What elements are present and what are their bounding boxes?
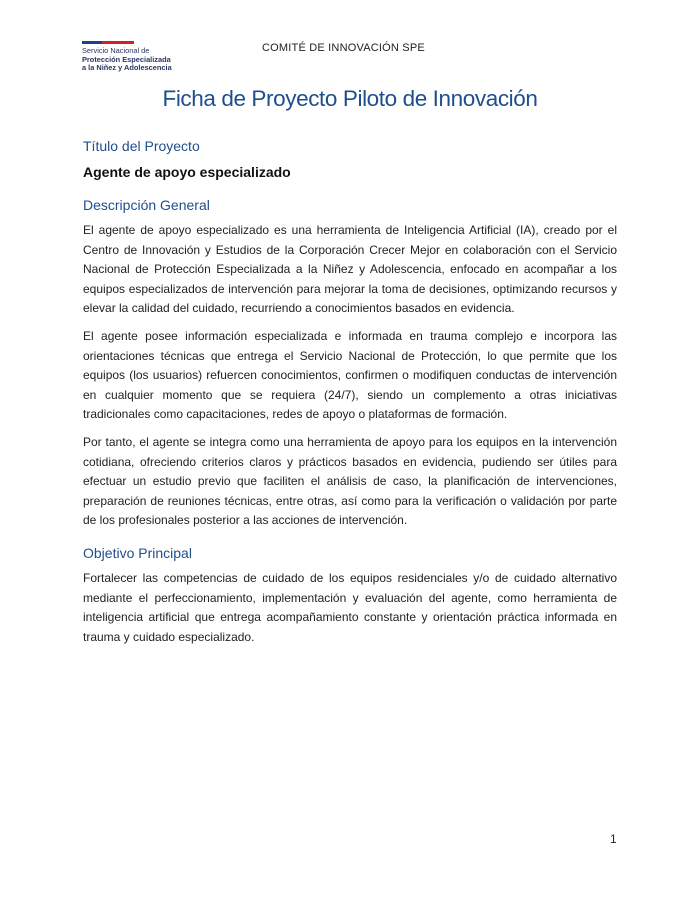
section-heading-description: Descripción General <box>83 197 210 213</box>
description-paragraph-1: El agente de apoyo especializado es una herramienta de Inteligencia Artificial (IA), creado por el Centro de Innovación y Estudios de la Corporación Crecer Mejor en colaboración con el Servicio Nacional de Protección Especializada a la Niñez y Adolescencia, enfocado en acompañar a los equipos especializados de intervención para mejorar la toma de decisiones, optimizando recursos y elevar la calidad del cuidado, recurriendo a conocimientos basados en evidencia. <box>83 223 617 316</box>
logo-color-bar <box>82 41 134 44</box>
section-heading-project-title: Título del Proyecto <box>83 138 200 154</box>
page-number: 1 <box>610 832 617 846</box>
logo-bar-blue <box>82 41 102 44</box>
document-title: Ficha de Proyecto Piloto de Innovación <box>162 86 538 111</box>
description-paragraph-2: El agente posee información especializada e informada en trauma complejo e incorpora las orientaciones técnicas que entrega el Servicio Nacional de Protección, lo que permite que los equipos (los usuarios) refuercen conocimientos, confirmen o modifiquen conductas de intervención en cualquier momento que se requiera (24/7), siendo un complemento a otras iniciativas tradicionales como capacitaciones, redes de apoyo o plataformas de formación. <box>83 328 617 422</box>
section-heading-objective: Objetivo Principal <box>83 544 192 561</box>
project-title-value: Agente de apoyo especializado <box>83 164 291 180</box>
logo-line-1: Servicio Nacional de <box>82 46 150 55</box>
objective-paragraph: Fortalecer las competencias de cuidado de los equipos residenciales y/o de cuidado alternativo mediante el perfeccionamiento, implementación y evaluación del agente, como herramienta de inteligencia artificial que entrega acompañamiento constante y orientación práctica informada en trauma y cuidado especializado. <box>83 570 617 644</box>
committee-header: COMITÉ DE INNOVACIÓN SPE <box>262 42 425 54</box>
agency-logo <box>82 41 212 73</box>
logo-line-3: a la Niñez y Adolescencia <box>82 63 172 73</box>
logo-line-2: Protección Especializada <box>82 54 171 64</box>
logo-bar-red <box>102 41 134 44</box>
description-paragraph-3: Por tanto, el agente se integra como una herramienta de apoyo para los equipos en la intervención cotidiana, ofreciendo criterios claros y prácticos basados en evidencia, pudiendo ser útiles para efectuar un estudio previo que faciliten el análisis de caso, la planificación de intervenciones, preparación de reuniones técnicas, entre otras, así como para la verificación o validación por parte de los profesionales posterior a las acciones de intervención. <box>83 434 617 528</box>
logo-text <box>82 47 212 73</box>
document-body <box>83 138 617 647</box>
